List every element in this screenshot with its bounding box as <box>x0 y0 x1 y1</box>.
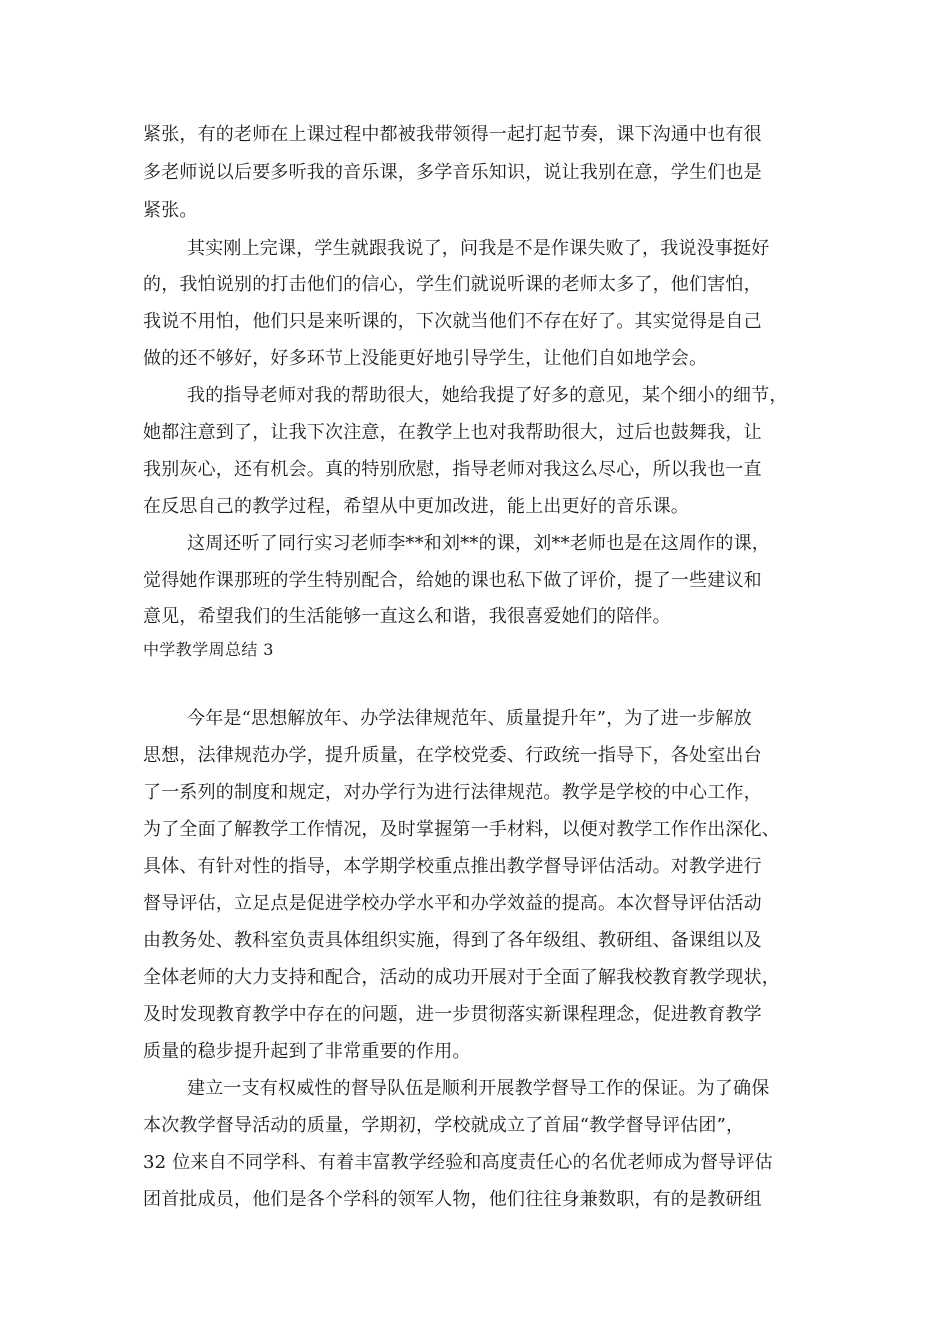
paragraph-first-line: 今年是“思想解放年、办学法律规范年、质量提升年”，为了进一步解放 <box>187 708 752 729</box>
body-text-line: 的，我怕说别的打击他们的信心，学生们就说听课的老师太多了，他们害怕， <box>143 274 762 295</box>
body-text-line: 紧张，有的老师在上课过程中都被我带领得一起打起节奏，课下沟通中也有很 <box>143 124 762 145</box>
body-text-line: 及时发现教育教学中存在的问题，进一步贯彻落实新课程理念，促进教育教学 <box>143 1004 762 1025</box>
body-text-line: 督导评估，立足点是促进学校办学水平和办学效益的提高。本次督导评估活动 <box>143 893 762 914</box>
body-text-line: 由教务处、教科室负责具体组织实施，得到了各年级组、教研组、备课组以及 <box>143 930 762 951</box>
body-text-line: 为了全面了解教学工作情况，及时掌握第一手材料，以便对教学工作作出深化、 <box>143 819 780 840</box>
body-text-line: 我别灰心，还有机会。真的特别欣慰，指导老师对我这么尽心，所以我也一直 <box>143 459 762 480</box>
body-text-line: 觉得她作课那班的学生特别配合，给她的课也私下做了评价，提了一些建议和 <box>143 570 762 591</box>
body-text-line: 意见，希望我们的生活能够一直这么和谐，我很喜爱她们的陪伴。 <box>143 606 671 627</box>
body-text-line: 了一系列的制度和规定，对办学行为进行法律规范。教学是学校的中心工作， <box>143 782 762 803</box>
body-text-line: 做的还不够好，好多环节上没能更好地引导学生，让他们自如地学会。 <box>143 348 708 369</box>
section-heading: 中学教学周总结 3 <box>143 640 274 659</box>
paragraph-first-line: 这周还听了同行实习老师李**和刘**的课，刘**老师也是在这周作的课， <box>187 533 770 554</box>
body-text-line: 质量的稳步提升起到了非常重要的作用。 <box>143 1041 471 1062</box>
paragraph-first-line: 其实刚上完课，学生就跟我说了，问我是不是作课失败了，我说没事挺好 <box>187 238 770 259</box>
paragraph-first-line: 我的指导老师对我的帮助很大，她给我提了好多的意见，某个细小的细节， <box>187 385 788 406</box>
body-text-line: 32 位来自不同学科、有着丰富教学经验和高度责任心的名优老师成为督导评估 <box>143 1152 773 1173</box>
paragraph-first-line: 建立一支有权威性的督导队伍是顺利开展教学督导工作的保证。为了确保 <box>187 1078 770 1099</box>
body-text-line: 本次教学督导活动的质量，学期初，学校就成立了首届“教学督导评估团”， <box>143 1115 745 1136</box>
body-text-line: 我说不用怕，他们只是来听课的，下次就当他们不存在好了。其实觉得是自己 <box>143 311 762 332</box>
body-text-line: 在反思自己的教学过程，希望从中更加改进，能上出更好的音乐课。 <box>143 496 689 517</box>
body-text-line: 具体、有针对性的指导，本学期学校重点推出教学督导评估活动。对教学进行 <box>143 856 762 877</box>
body-text-line: 她都注意到了，让我下次注意，在教学上也对我帮助很大，过后也鼓舞我，让 <box>143 422 762 443</box>
body-text-line: 紧张。 <box>143 200 198 221</box>
body-text-line: 全体老师的大力支持和配合，活动的成功开展对于全面了解我校教育教学现状， <box>143 967 780 988</box>
body-text-line: 团首批成员，他们是各个学科的领军人物，他们往往身兼数职，有的是教研组 <box>143 1189 762 1210</box>
body-text-line: 思想，法律规范办学，提升质量，在学校党委、行政统一指导下，各处室出台 <box>143 745 762 766</box>
body-text-line: 多老师说以后要多听我的音乐课，多学音乐知识，说让我别在意，学生们也是 <box>143 162 762 183</box>
